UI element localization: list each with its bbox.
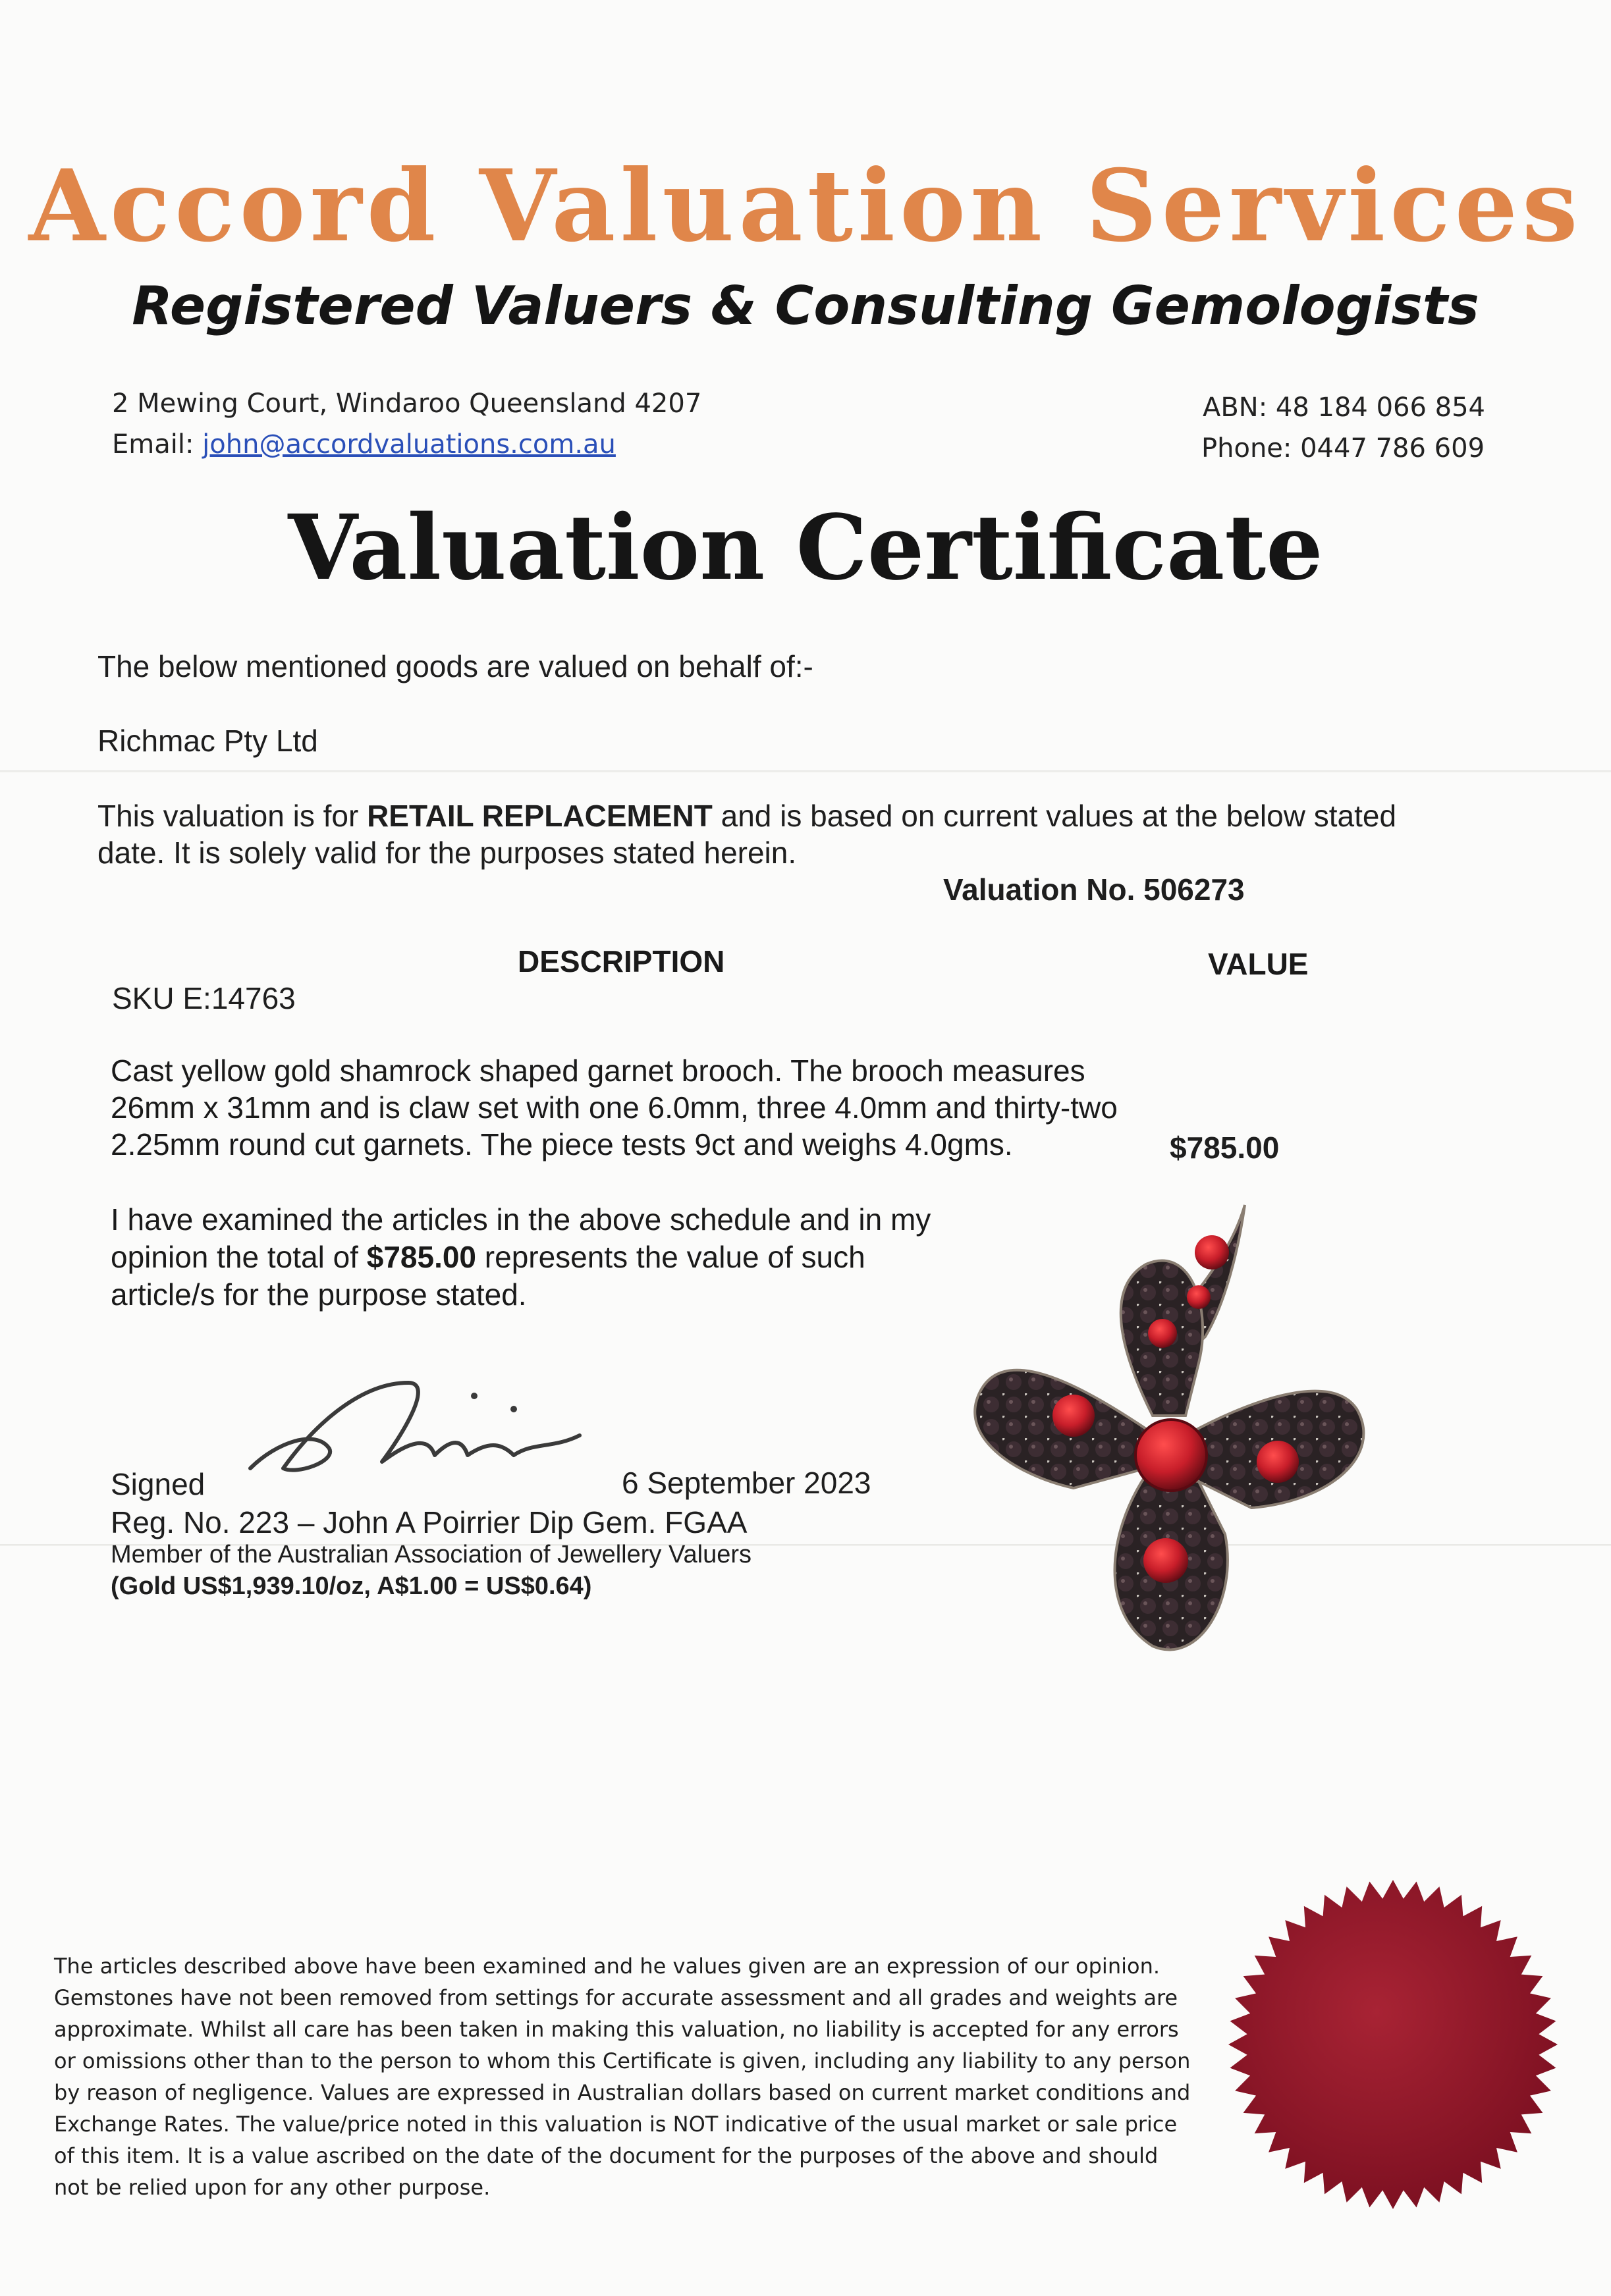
paper-fold — [0, 770, 1611, 772]
description-header: DESCRIPTION — [518, 944, 725, 978]
email-label: Email: — [112, 429, 203, 460]
garnet-stem-small — [1187, 1285, 1211, 1309]
garnet-left — [1052, 1395, 1095, 1437]
valuer-signature — [237, 1370, 606, 1488]
opinion-post: represents the value of such article/s for the purpose stated. — [111, 1240, 865, 1312]
seal-starburst — [1228, 1880, 1558, 2209]
certificate-title: Valuation Certificate — [288, 495, 1323, 601]
valuation-validity: date. It is solely valid for the purposes stated herein. — [97, 836, 797, 870]
opinion-pre: I have examined the articles in the above schedule and in my opinion the total of — [111, 1202, 931, 1274]
value-header: VALUE — [1208, 947, 1309, 981]
purpose-pre: This valuation is for — [97, 799, 368, 833]
company-abn: ABN: 48 184 066 854 — [1203, 392, 1486, 423]
valuer-membership: Member of the Australian Association of Jewellery Valuers — [111, 1541, 751, 1568]
purpose-type: RETAIL REPLACEMENT — [367, 799, 713, 833]
item-sku: SKU E:14763 — [112, 981, 296, 1015]
brooch-photo — [935, 1192, 1396, 1705]
company-tagline: Registered Valuers & Consulting Gemologists — [132, 275, 1479, 336]
exchange-rates: (Gold US$1,939.10/oz, A$1.00 = US$0.64) — [111, 1572, 592, 1600]
valuer-registration: Reg. No. 223 – John A Poirrier Dip Gem. FGAA — [111, 1505, 748, 1539]
valuer-opinion — [111, 1201, 967, 1314]
disclaimer-text: The articles described above have been examined and he values given are an expression of our opinion. Gemstones have not been removed from settings for accurate assessment and all grades and weights are approximate. Whilst all care has been taken in making this valuation, no liability is accepted for any errors or omissions other than to the person to whom this Certificate is given, including any liability to any person by reason of negligence. Values are expressed in Australian dollars based on current market conditions and Exchange Rates. The value/price noted in this valuation is NOT indicative of the usual market or sale price of this item. It is a value ascribed on the date of the document for the purposes of the above and should not be relied upon for any other purpose. — [54, 1954, 1191, 2200]
company-address: 2 Mewing Court, Windaroo Queensland 4207 — [112, 388, 702, 419]
valuation-purpose — [97, 798, 1396, 834]
garnet-center — [1135, 1420, 1207, 1491]
company-phone: Phone: 0447 786 609 — [1201, 433, 1485, 464]
garnet-top — [1148, 1319, 1177, 1348]
opinion-amount: $785.00 — [366, 1240, 477, 1274]
email-link[interactable]: john@accordvaluations.com.au — [202, 429, 616, 460]
garnet-bottom — [1143, 1538, 1188, 1583]
purpose-post: and is based on current values at the below stated — [712, 799, 1397, 833]
item-value: $785.00 — [1170, 1131, 1280, 1165]
signed-label: Signed — [111, 1467, 205, 1501]
valuation-number: Valuation No. 506273 — [943, 872, 1245, 907]
item-description: Cast yellow gold shamrock shaped garnet brooch. The brooch measures 26mm x 31mm and is claw set with one 6.0mm, three 4.0mm and thirty-two 2.25mm round cut garnets. The piece tests 9ct and weighs 4.0gms. — [111, 1054, 1118, 1161]
garnet-right — [1257, 1441, 1299, 1483]
signed-date: 6 September 2023 — [622, 1466, 871, 1500]
behalf-text: The below mentioned goods are valued on behalf of:- — [97, 649, 813, 683]
company-email — [112, 429, 616, 460]
garnet-stem — [1195, 1235, 1229, 1269]
company-name: Accord Valuation Services — [28, 148, 1583, 264]
client-name: Richmac Pty Ltd — [97, 724, 318, 758]
certificate-seal — [1225, 1877, 1561, 2212]
